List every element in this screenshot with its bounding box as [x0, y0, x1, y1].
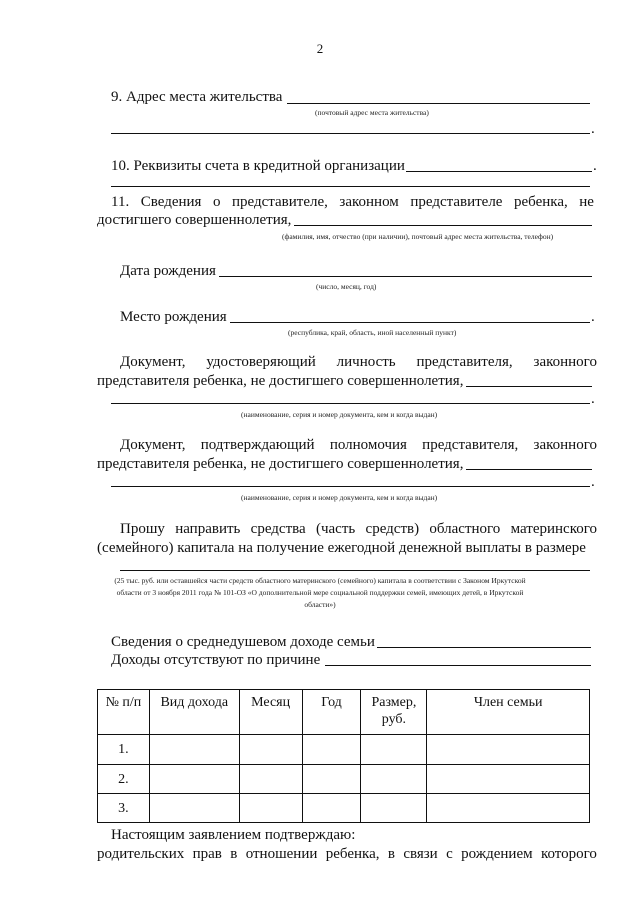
authority-doc-field[interactable] — [466, 469, 592, 470]
word: представителя, — [422, 437, 519, 453]
income-table — [97, 689, 590, 823]
birth-place-caption: (республика, край, область, иной населенный пункт) — [288, 328, 457, 337]
word: материнского — [510, 521, 597, 537]
word: не — [579, 194, 594, 210]
word: полномочия — [329, 437, 407, 453]
word: с — [446, 846, 453, 862]
birth-date-label: Дата рождения — [120, 263, 216, 279]
amount-header-line2: руб. — [381, 712, 407, 727]
word: подтверждающий — [200, 437, 315, 453]
word: ребенка, — [514, 194, 568, 210]
authority-doc-heading — [120, 436, 597, 454]
col-amount-header — [361, 690, 427, 735]
row-number: 2. — [98, 765, 150, 794]
representative-line2: достигшего совершеннолетия, — [97, 212, 292, 228]
address-caption: (почтовый адрес места жительства) — [315, 108, 429, 117]
identity-doc-field[interactable] — [466, 386, 592, 387]
birth-date-field[interactable] — [219, 276, 592, 277]
avg-income-field[interactable] — [377, 647, 591, 648]
cell-income-type[interactable] — [149, 765, 239, 794]
period-mark: . — [591, 121, 595, 137]
birth-place-label: Место рождения — [120, 309, 227, 325]
page-number: 2 — [316, 41, 324, 56]
table-header-row — [98, 690, 590, 735]
cell-year[interactable] — [302, 765, 361, 794]
word: в — [387, 846, 395, 862]
address-field[interactable] — [287, 103, 590, 104]
col-num-header: № п/п — [98, 690, 150, 735]
col-year-header: Год — [302, 690, 361, 735]
cell-amount[interactable] — [361, 765, 427, 794]
row-number: 1. — [98, 735, 150, 765]
request-caption-line1: (25 тыс. руб. или оставшейся части средств областного материнского (семейного) капитала в соответствии с Законом Иркутской — [114, 576, 526, 585]
address-label: 9. Адрес места жительства — [111, 89, 283, 105]
period-mark: . — [591, 391, 595, 407]
word: Документ, — [120, 354, 186, 370]
request-line2: (семейного) капитала на получение ежегодной денежной выплаты в размере — [97, 540, 586, 556]
cell-family-member[interactable] — [427, 735, 590, 765]
word: в — [230, 846, 238, 862]
request-heading — [120, 520, 597, 538]
word: родительских — [97, 846, 185, 862]
representative-heading — [111, 193, 594, 211]
birth-place-field[interactable] — [230, 322, 590, 323]
word: законного — [533, 437, 597, 453]
cell-month[interactable] — [239, 794, 302, 823]
bank-details-field-line2[interactable] — [111, 186, 590, 187]
cell-family-member[interactable] — [427, 765, 590, 794]
word: (часть — [315, 521, 356, 537]
identity-doc-line2: представителя ребенка, не достигшего совершеннолетия, — [97, 373, 464, 389]
word: Документ, — [120, 437, 186, 453]
cell-income-type[interactable] — [149, 735, 239, 765]
word: Сведения — [140, 194, 202, 210]
confirm-heading: Настоящим заявлением подтверждаю: — [111, 827, 356, 843]
confirm-text — [97, 845, 597, 863]
no-income-label: Доходы отсутствуют по причине — [111, 652, 321, 668]
col-member-header: Член семьи — [427, 690, 590, 735]
no-income-reason-field[interactable] — [325, 665, 591, 666]
request-caption-line2: области от 3 ноября 2011 года № 101-ОЗ «О дополнительной мере социальной поддержки семей, имеющих детей, в Иркутской — [116, 588, 524, 597]
cell-amount[interactable] — [361, 794, 427, 823]
word: связи — [403, 846, 438, 862]
word: представителе — [410, 194, 503, 210]
word: которого — [540, 846, 597, 862]
bank-details-field[interactable] — [406, 171, 592, 172]
word: направить — [175, 521, 241, 537]
table-row — [98, 794, 590, 823]
table-row — [98, 765, 590, 794]
word: средства — [250, 521, 306, 537]
authority-doc-line2: представителя ребенка, не достигшего совершеннолетия, — [97, 456, 464, 472]
table-row — [98, 735, 590, 765]
cell-income-type[interactable] — [149, 794, 239, 823]
representative-field[interactable] — [294, 225, 592, 226]
cell-year[interactable] — [302, 735, 361, 765]
cell-year[interactable] — [302, 794, 361, 823]
word: прав — [192, 846, 222, 862]
word: областного — [429, 521, 501, 537]
word: личность — [336, 354, 396, 370]
col-month-header: Месяц — [239, 690, 302, 735]
period-mark: . — [591, 474, 595, 490]
word: Прошу — [120, 521, 165, 537]
identity-doc-heading — [120, 353, 597, 371]
period-mark: . — [591, 309, 595, 325]
word: ребенка, — [325, 846, 380, 862]
col-type-header: Вид дохода — [149, 690, 239, 735]
birth-date-caption: (число, месяц, год) — [316, 282, 377, 291]
cell-month[interactable] — [239, 735, 302, 765]
word: средств) — [365, 521, 420, 537]
word: законном — [339, 194, 399, 210]
avg-income-label: Сведения о среднедушевом доходе семьи — [111, 634, 375, 650]
row-number: 3. — [98, 794, 150, 823]
cell-month[interactable] — [239, 765, 302, 794]
word: представителя, — [416, 354, 513, 370]
payment-amount-field[interactable] — [120, 570, 590, 571]
word: рождением — [461, 846, 533, 862]
cell-amount[interactable] — [361, 735, 427, 765]
representative-caption: (фамилия, имя, отчество (при наличии), почтовый адрес места жительства, телефон) — [282, 232, 554, 241]
cell-family-member[interactable] — [427, 794, 590, 823]
word: отношении — [245, 846, 318, 862]
authority-doc-caption: (наименование, серия и номер документа, кем и когда выдан) — [241, 493, 438, 502]
identity-doc-caption: (наименование, серия и номер документа, кем и когда выдан) — [241, 410, 438, 419]
authority-doc-field-line2[interactable] — [111, 486, 590, 487]
word: о — [212, 194, 221, 210]
word: 11. — [111, 194, 130, 210]
bank-details-label: 10. Реквизиты счета в кредитной организации — [111, 158, 405, 174]
period-mark: . — [593, 158, 597, 174]
word: удостоверяющий — [206, 354, 316, 370]
amount-header-line1: Размер, — [371, 695, 417, 710]
word: законного — [533, 354, 597, 370]
identity-doc-field-line2[interactable] — [111, 403, 590, 404]
request-caption-line3: области») — [304, 600, 336, 609]
word: представителе, — [232, 194, 328, 210]
address-field-line2[interactable] — [111, 133, 590, 134]
